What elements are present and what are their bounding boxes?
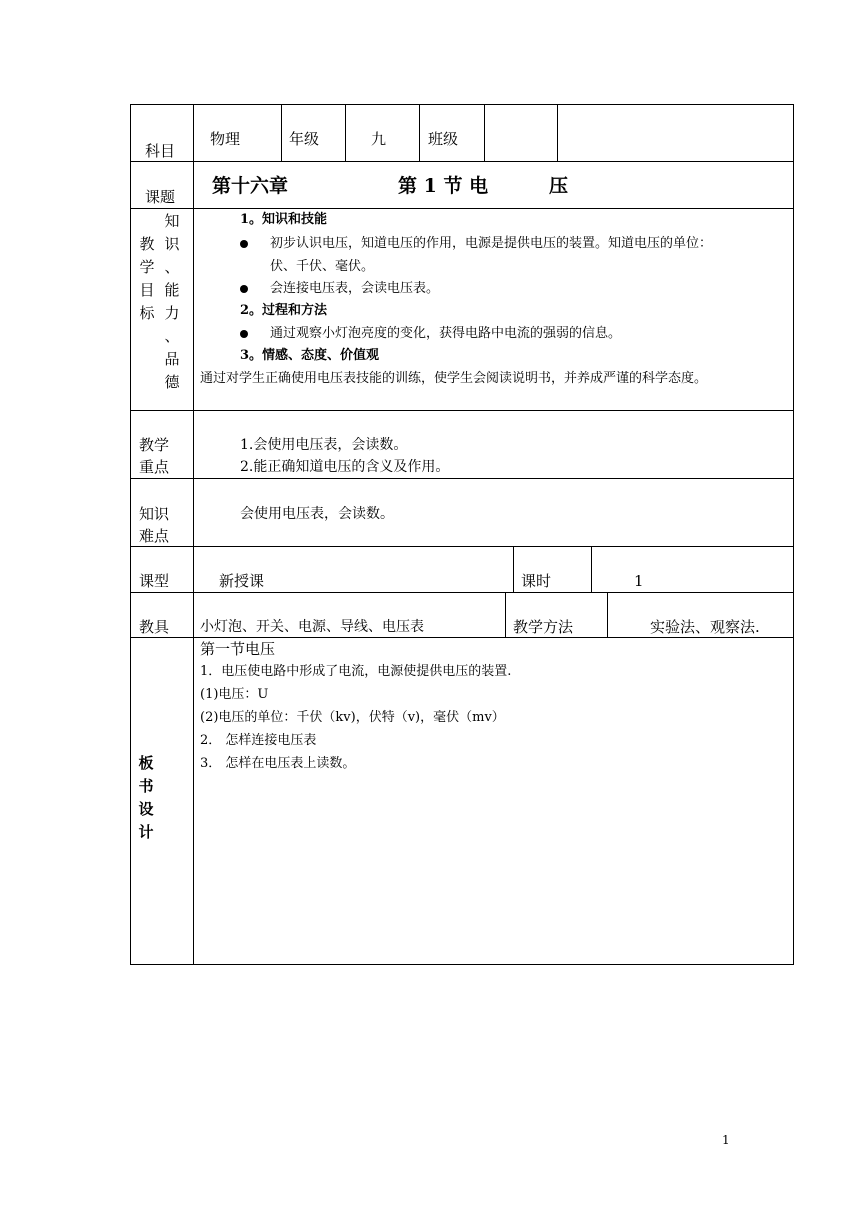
lesson-type-value: 新授课: [219, 572, 265, 590]
row-divider: [130, 637, 794, 638]
method-value: 实验法、观察法.: [650, 618, 760, 636]
lesson-hours-label: 课时: [521, 572, 552, 590]
objectives-sublabel-char: 知: [164, 212, 180, 230]
objectives-label-char: 目: [139, 281, 155, 299]
objectives-label-char: 标: [139, 304, 155, 322]
board-design-label: [136, 752, 156, 844]
cell-divider: [345, 104, 346, 161]
cell-divider: [505, 592, 506, 637]
row-divider: [130, 546, 794, 547]
row-divider: [130, 592, 794, 593]
board-line-2: (1)电压：U: [200, 687, 269, 702]
objective-paragraph: 通过对学生正确使用电压表技能的训练，使学生会阅读说明书，并养成严谨的科学态度。: [200, 371, 708, 386]
board-line-5: 3． 怎样在电压表上读数。: [200, 756, 356, 771]
objectives-sublabel: [162, 210, 182, 394]
key-points-label-line2: 重点: [139, 458, 170, 476]
objective-heading-3: 3。情感、态度、价值观: [240, 348, 380, 363]
objective-bullet-2: 会连接电压表，会读电压表。: [270, 281, 440, 296]
bullet-icon: [240, 330, 248, 338]
topic-section: 第 1 节 电: [398, 175, 489, 197]
board-line-4: 2． 怎样连接电压表: [200, 733, 317, 748]
grade-value: 九: [371, 130, 387, 148]
row-divider: [130, 161, 794, 162]
cell-divider: [513, 546, 514, 592]
objective-heading-2: 2。过程和方法: [240, 303, 328, 318]
cell-divider: [591, 546, 592, 592]
board-label-char: 书: [138, 777, 154, 795]
table-border-top: [130, 104, 794, 105]
class-label: 班级: [428, 130, 459, 148]
row-divider: [130, 478, 794, 479]
objectives-sublabel-char: 德: [164, 373, 180, 391]
tools-label: 教具: [139, 618, 170, 636]
subject-value: 物理: [210, 130, 241, 148]
objectives-label-char: 学: [139, 258, 155, 276]
cell-divider: [281, 104, 282, 161]
difficulty-label-line2: 难点: [139, 527, 170, 545]
key-point-1: 1.会使用电压表，会读数。: [240, 437, 408, 453]
objective-heading-1: 1。知识和技能: [240, 212, 328, 227]
grade-label: 年级: [289, 130, 320, 148]
table-border-left: [130, 104, 131, 965]
objectives-sublabel-char: 品: [164, 350, 180, 368]
topic-label: 课题: [145, 188, 176, 206]
difficulty-label-line1: 知识: [139, 505, 170, 523]
cell-divider: [607, 592, 608, 637]
objectives-label: [137, 233, 157, 325]
table-border-bottom: [130, 964, 794, 965]
cell-divider: [419, 104, 420, 161]
cell-divider: [557, 104, 558, 161]
lesson-hours-value: 1: [634, 572, 644, 590]
method-label: 教学方法: [513, 618, 574, 636]
objective-bullet-3: 通过观察小灯泡亮度的变化，获得电路中电流的强弱的信息。: [270, 326, 622, 341]
board-label-char: 计: [138, 823, 154, 841]
board-line-3: (2)电压的单位：千伏（kv)，伏特（v)，毫伏（mv）: [200, 710, 505, 725]
bullet-icon: [240, 240, 248, 248]
objectives-sublabel-char: 能: [164, 281, 180, 299]
topic-section-tail: 压: [549, 175, 569, 197]
label-column-divider: [193, 104, 194, 965]
cell-divider: [484, 104, 485, 161]
board-label-char: 设: [138, 800, 154, 818]
objectives-sublabel-char: 力: [164, 304, 180, 322]
objectives-sublabel-char: 、: [164, 327, 180, 345]
board-line-1: 1．电压使电路中形成了电流，电源使提供电压的装置.: [200, 664, 512, 679]
lesson-type-label: 课型: [139, 572, 170, 590]
row-divider: [130, 208, 794, 209]
objectives-sublabel-char: 、: [164, 258, 180, 276]
topic-chapter: 第十六章: [212, 175, 289, 197]
page-number: 1: [722, 1133, 730, 1147]
row-divider: [130, 410, 794, 411]
board-label-char: 板: [138, 754, 154, 772]
subject-label: 科目: [145, 142, 176, 160]
difficulty-text: 会使用电压表，会读数。: [240, 506, 394, 522]
table-border-right: [793, 104, 794, 965]
objective-bullet-1-line1: 初步认识电压，知道电压的作用，电源是提供电压的装置。知道电压的单位：: [270, 236, 713, 251]
key-point-2: 2.能正确知道电压的含义及作用。: [240, 459, 450, 475]
objectives-sublabel-char: 识: [164, 235, 180, 253]
objectives-label-char: 教: [139, 235, 155, 253]
board-title: 第一节电压: [200, 640, 276, 658]
tools-value: 小灯泡、开关、电源、导线、电压表: [200, 619, 424, 635]
objective-bullet-1-line2: 伏、千伏、毫伏。: [270, 259, 375, 274]
key-points-label-line1: 教学: [139, 436, 170, 454]
bullet-icon: [240, 285, 248, 293]
